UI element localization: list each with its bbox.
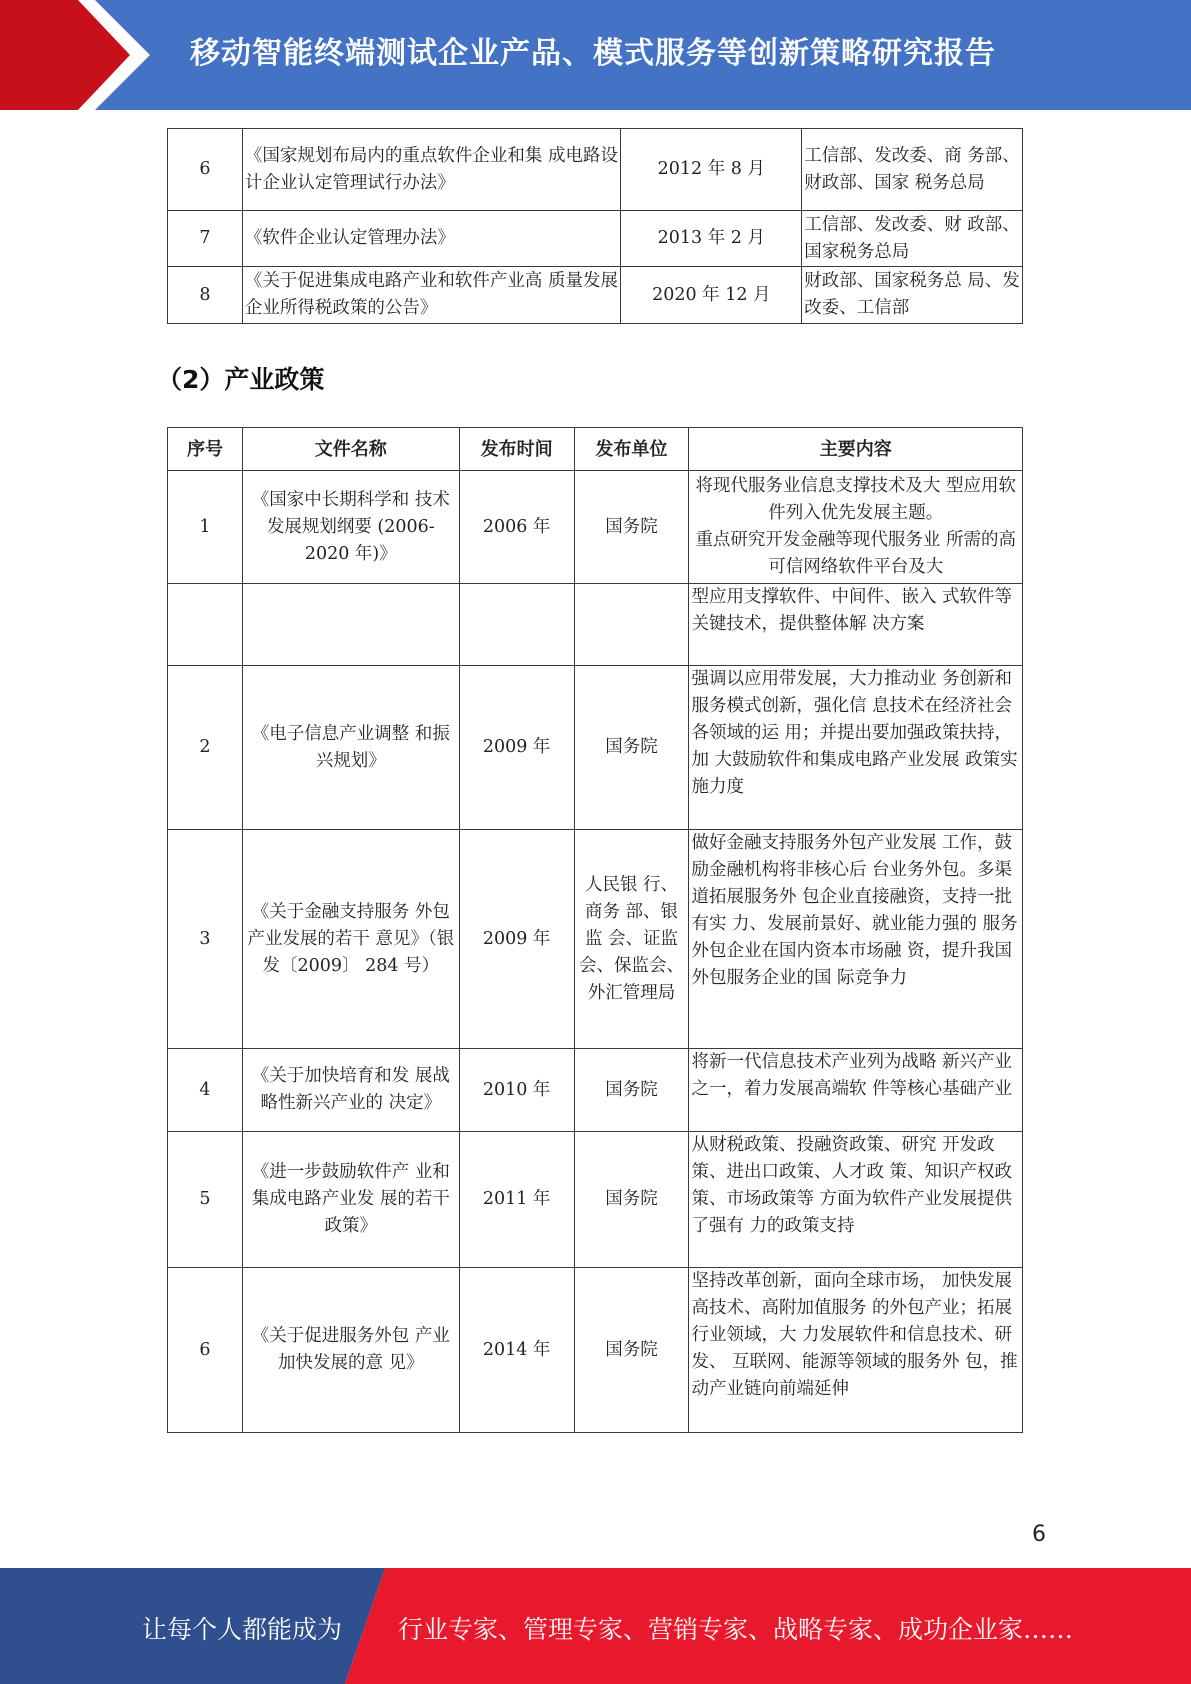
- cell-date: 2013 年 2 月: [621, 211, 802, 267]
- footer-slogan-right: 行业专家、管理专家、营销专家、战略专家、成功企业家……: [398, 1615, 1074, 1644]
- cell-date: 2006 年: [459, 471, 574, 584]
- cell-name: 《电子信息产业调整 和振兴规划》: [242, 666, 459, 830]
- cell-name: 《关于促进服务外包 产业加快发展的意 见》: [242, 1268, 459, 1433]
- cell-unit: 人民银 行、商务 部、银监 会、证监会、保监会、外汇管理局: [574, 830, 689, 1049]
- cell-no: 4: [168, 1049, 243, 1132]
- cell-date: 2010 年: [459, 1049, 574, 1132]
- cell-unit: 国务院: [574, 1049, 689, 1132]
- cell-unit: 财政部、国家税务总 局、发改委、工信部: [802, 267, 1023, 324]
- table-row: [168, 129, 1023, 211]
- cell-unit: 工信部、发改委、商 务部、财政部、国家 税务总局: [802, 129, 1023, 211]
- cell-date: 2014 年: [459, 1268, 574, 1433]
- cell-date: [459, 584, 574, 666]
- cell-no: 7: [168, 211, 243, 267]
- column-header-date: 发布时间: [459, 428, 574, 471]
- table-row: [168, 584, 1023, 666]
- cell-unit: 国务院: [574, 1132, 689, 1268]
- cell-no: 5: [168, 1132, 243, 1268]
- cell-name: 《国家规划布局内的重点软件企业和集 成电路设计企业认定管理试行办法》: [242, 129, 621, 211]
- cell-content: [689, 471, 1023, 584]
- cell-name: 《软件企业认定管理办法》: [242, 211, 621, 267]
- cell-name: [242, 584, 459, 666]
- page-number: 6: [1032, 1522, 1046, 1547]
- cell-unit: 国务院: [574, 471, 689, 584]
- page-header: [0, 0, 1191, 110]
- cell-date: 2009 年: [459, 830, 574, 1049]
- cell-content: 从财税政策、投融资政策、研究 开发政策、进出口政策、人才政 策、知识产权政策、市场政策等 方面为软件产业发展提供了强有 力的政策支持: [689, 1132, 1023, 1268]
- cell-content: 型应用支撑软件、中间件、嵌入 式软件等关键技术，提供整体解 决方案: [689, 584, 1023, 666]
- table-row: [168, 666, 1023, 830]
- table-row: [168, 830, 1023, 1049]
- column-header-name: 文件名称: [242, 428, 459, 471]
- table-row: [168, 1268, 1023, 1433]
- table-row: [168, 211, 1023, 267]
- cell-date: 2011 年: [459, 1132, 574, 1268]
- cell-no: 2: [168, 666, 243, 830]
- cell-name: 《关于促进集成电路产业和软件产业高 质量发展企业所得税政策的公告》: [242, 267, 621, 324]
- content-paragraph: 将现代服务业信息支撑技术及大 型应用软件列入优先发展主题。: [695, 476, 1016, 523]
- table-row: [168, 267, 1023, 324]
- cell-no: 6: [168, 129, 243, 211]
- table-row: [168, 1049, 1023, 1132]
- column-header-content: 主要内容: [689, 428, 1023, 471]
- cell-content: 将新一代信息技术产业列为战略 新兴产业之一，着力发展高端软 件等核心基础产业: [689, 1049, 1023, 1132]
- column-header-no: 序号: [168, 428, 243, 471]
- table-row: [168, 1132, 1023, 1268]
- cell-unit: [574, 584, 689, 666]
- section-heading: （2）产业政策: [157, 365, 325, 394]
- cell-name: 《国家中长期科学和 技术发展规划纲要 (2006-2020 年)》: [242, 471, 459, 584]
- document-title: 移动智能终端测试企业产品、模式服务等创新策略研究报告: [190, 36, 996, 71]
- cell-name: 《关于金融支持服务 外包产业发展的若干 意见》（银发〔2009〕 284 号）: [242, 830, 459, 1049]
- cell-no: [168, 584, 243, 666]
- cell-no: 8: [168, 267, 243, 324]
- footer-slogan-left: 让每个人都能成为: [142, 1615, 343, 1644]
- cell-no: 3: [168, 830, 243, 1049]
- cell-name: 《进一步鼓励软件产 业和集成电路产业发 展的若干政策》: [242, 1132, 459, 1268]
- cell-unit: 国务院: [574, 666, 689, 830]
- cell-unit: 工信部、发改委、财 政部、国家税务总局: [802, 211, 1023, 267]
- cell-no: 1: [168, 471, 243, 584]
- cell-no: 6: [168, 1268, 243, 1433]
- cell-name: 《关于加快培育和发 展战略性新兴产业的 决定》: [242, 1049, 459, 1132]
- cell-content: 强调以应用带发展，大力推动业 务创新和服务模式创新，强化信 息技术在经济社会各领域的运 用；并提出要加强政策扶持，加 大鼓励软件和集成电路产业发展 政策实施力度: [689, 666, 1023, 830]
- cell-date: 2012 年 8 月: [621, 129, 802, 211]
- cell-content: 坚持改革创新，面向全球市场， 加快发展高技术、高附加值服务 的外包产业；拓展行业领域，大 力发展软件和信息技术、研发、 互联网、能源等领域的服务外 包，推动产业链向前端延伸: [689, 1268, 1023, 1433]
- policy-table-continued: [167, 128, 1023, 324]
- cell-date: 2020 年 12 月: [621, 267, 802, 324]
- column-header-unit: 发布单位: [574, 428, 689, 471]
- table-header-row: [168, 428, 1023, 471]
- page-footer: [0, 1568, 1191, 1684]
- content-paragraph: 重点研究开发金融等现代服务业 所需的高可信网络软件平台及大: [695, 530, 1016, 577]
- cell-date: 2009 年: [459, 666, 574, 830]
- cell-content: 做好金融支持服务外包产业发展 工作，鼓励金融机构将非核心后 台业务外包。多渠道拓展服务外 包企业直接融资，支持一批有实 力、发展前景好、就业能力强的 服务外包企业在国内资本市场融 资，提升我国外包服务企业的国 际竞争力: [689, 830, 1023, 1049]
- cell-unit: 国务院: [574, 1268, 689, 1433]
- table-row: [168, 471, 1023, 584]
- industry-policy-table: [167, 427, 1023, 1433]
